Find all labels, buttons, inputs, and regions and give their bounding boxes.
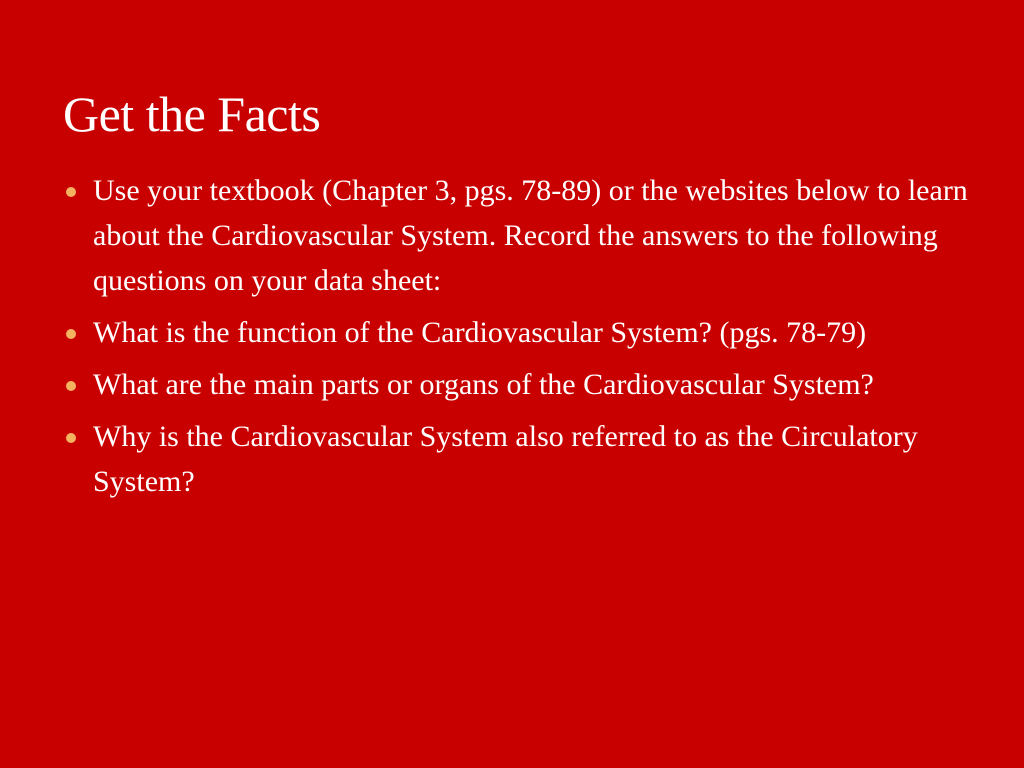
- bullet-list: [63, 168, 973, 511]
- bullet-dot-icon: [66, 187, 76, 197]
- bullet-item: [63, 168, 973, 303]
- bullet-text: Use your textbook (Chapter 3, pgs. 78-89) or the websites below to learn about the Cardiovascular System. Record the answers to the following questions on your data sheet:: [93, 174, 968, 297]
- bullet-text: Why is the Cardiovascular System also referred to as the Circulatory System?: [93, 420, 918, 498]
- bullet-item: [63, 362, 973, 407]
- bullet-dot-icon: [66, 381, 76, 391]
- slide-title: Get the Facts: [63, 86, 321, 142]
- bullet-dot-icon: [66, 433, 76, 443]
- bullet-item: [63, 310, 973, 355]
- bullet-dot-icon: [66, 329, 76, 339]
- bullet-text: What is the function of the Cardiovascular System? (pgs. 78-79): [93, 316, 867, 349]
- bullet-item: [63, 414, 973, 504]
- bullet-text: What are the main parts or organs of the Cardiovascular System?: [93, 368, 874, 401]
